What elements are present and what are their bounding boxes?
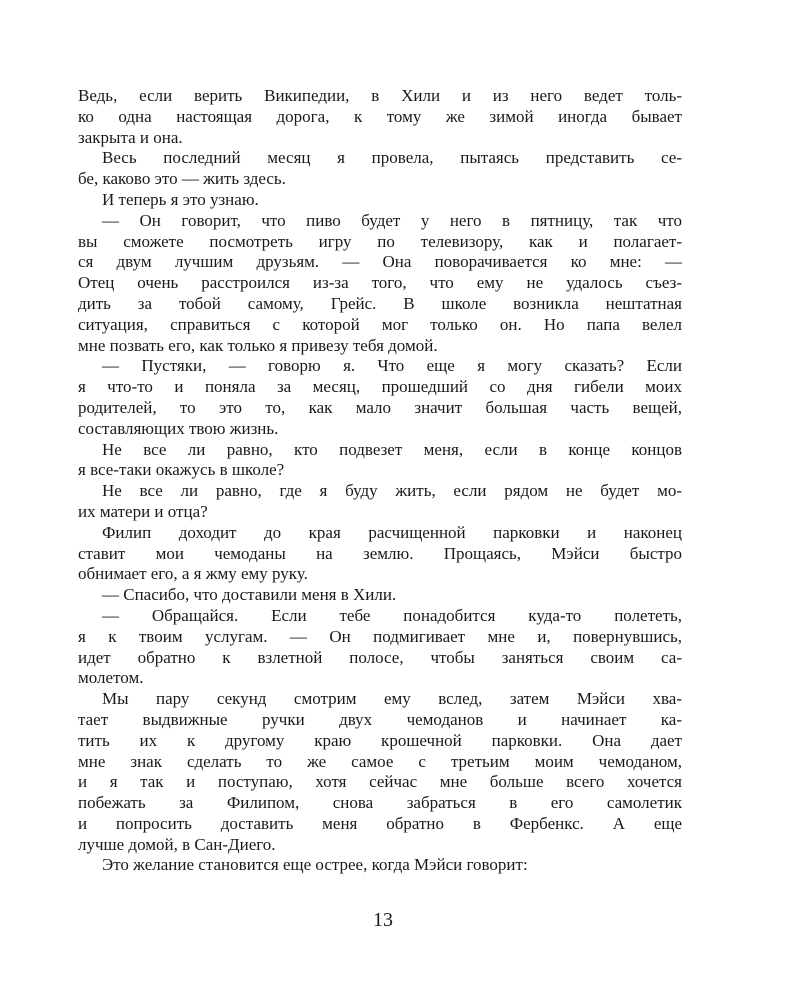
text-line: мне знак сделать то же самое с третьим моим чемоданом, bbox=[78, 751, 682, 771]
text-line: Отец очень расстроился из-за того, что ему не удалось съез- bbox=[78, 273, 682, 293]
text-line: составляющих твою жизнь. bbox=[78, 418, 279, 438]
text-line: побежать за Филипом, снова забраться в его самолетик bbox=[78, 793, 682, 813]
text-line: и попросить доставить меня обратно в Фербенкс. А еще bbox=[78, 813, 682, 833]
text-line: Мы пару секунд смотрим ему вслед, затем Мэйси хва- bbox=[102, 689, 682, 709]
text-line: их матери и отца? bbox=[78, 501, 208, 521]
text-line: идет обратно к взлетной полосе, чтобы заняться своим са- bbox=[78, 647, 682, 667]
paragraph bbox=[78, 356, 682, 439]
paragraph bbox=[78, 523, 682, 585]
text-line: тает выдвижные ручки двух чемоданов и начинает ка- bbox=[78, 709, 682, 729]
page-number: 13 bbox=[373, 909, 393, 931]
paragraph bbox=[78, 190, 682, 211]
text-line: закрыта и она. bbox=[78, 127, 183, 147]
text-line: Не все ли равно, кто подвезет меня, если в конце концов bbox=[102, 439, 682, 459]
text-line: ся двум лучшим друзьям. — Она поворачивается ко мне: — bbox=[78, 252, 682, 272]
text-line: — Он говорит, что пиво будет у него в пятницу, так что bbox=[102, 210, 682, 230]
paragraph bbox=[78, 440, 682, 482]
paragraph bbox=[78, 86, 682, 148]
text-line: ко одна настоящая дорога, к тому же зимой иногда бывает bbox=[78, 106, 682, 126]
paragraph bbox=[78, 148, 682, 190]
text-line: бе, каково это — жить здесь. bbox=[78, 169, 286, 189]
text-line: вы сможете посмотреть игру по телевизору, как и полагает- bbox=[78, 231, 682, 251]
paragraph bbox=[78, 855, 682, 876]
text-line: я к твоим услугам. — Он подмигивает мне и, повернувшись, bbox=[78, 626, 682, 646]
text-line: — Спасибо, что доставили меня в Хили. bbox=[102, 585, 397, 605]
text-line: — Обращайся. Если тебе понадобится куда-то полететь, bbox=[102, 605, 682, 625]
text-line: лучше домой, в Сан-Диего. bbox=[78, 834, 276, 854]
paragraph bbox=[78, 606, 682, 689]
text-line: Весь последний месяц я провела, пытаясь представить се- bbox=[102, 148, 682, 168]
paragraph bbox=[78, 481, 682, 523]
paragraph bbox=[78, 211, 682, 357]
paragraph bbox=[78, 689, 682, 855]
paragraph bbox=[78, 585, 682, 606]
text-line: ситуация, справиться с которой мог только он. Но папа велел bbox=[78, 314, 682, 334]
text-line: я все-таки окажусь в школе? bbox=[78, 460, 285, 480]
text-line: мне позвать его, как только я привезу тебя домой. bbox=[78, 335, 438, 355]
text-line: Филип доходит до края расчищенной парковки и наконец bbox=[102, 522, 682, 542]
book-page-text bbox=[78, 86, 682, 876]
text-line: Не все ли равно, где я буду жить, если рядом не будет мо- bbox=[102, 481, 682, 501]
text-line: молетом. bbox=[78, 668, 144, 688]
text-line: Это желание становится еще острее, когда Мэйси говорит: bbox=[102, 855, 528, 875]
text-line: я что-то и поняла за месяц, прошедший со дня гибели моих bbox=[78, 377, 682, 397]
text-line: И теперь я это узнаю. bbox=[102, 189, 259, 209]
text-line: дить за тобой самому, Грейс. В школе возникла нештатная bbox=[78, 293, 682, 313]
text-line: — Пустяки, — говорю я. Что еще я могу сказать? Если bbox=[102, 356, 682, 376]
text-line: родителей, то это то, как мало значит большая часть вещей, bbox=[78, 397, 682, 417]
text-line: и я так и поступаю, хотя сейчас мне больше всего хочется bbox=[78, 772, 682, 792]
text-line: ставит мои чемоданы на землю. Прощаясь, Мэйси быстро bbox=[78, 543, 682, 563]
text-line: Ведь, если верить Википедии, в Хили и из него ведет толь- bbox=[78, 86, 682, 105]
text-line: тить их к другому краю крошечной парковки. Она дает bbox=[78, 730, 682, 750]
text-line: обнимает его, а я жму ему руку. bbox=[78, 564, 308, 584]
